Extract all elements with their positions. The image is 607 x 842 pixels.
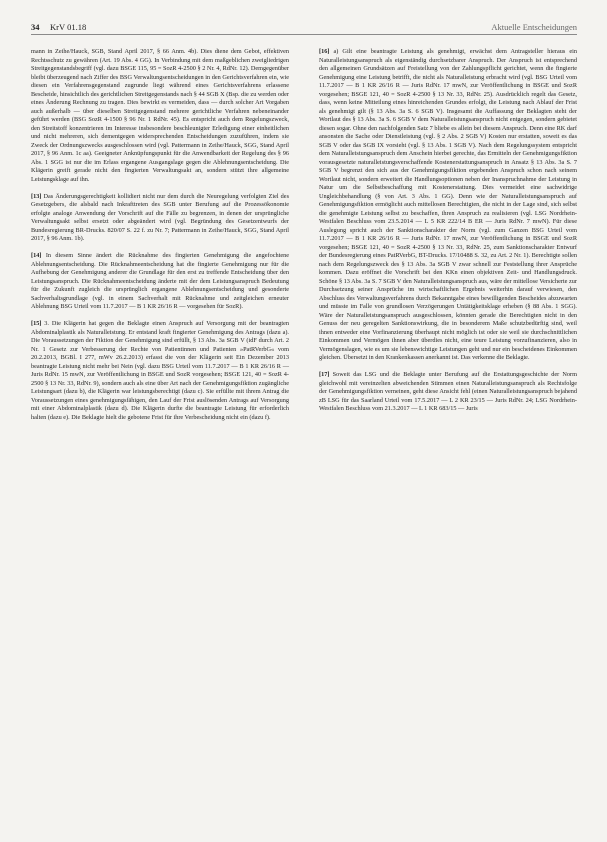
paragraph	[319, 48, 577, 363]
margin-number: [14]	[31, 252, 42, 259]
margin-number: [13]	[31, 192, 42, 200]
paragraph-text: 3. Die Klägerin hat gegen die Beklagte einen Anspruch auf Versorgung mit der beantragten Abdominalplastik als Naturalleistung. Er entstand kraft fingierter Genehmigung des Antrags (dazu a). Die Voraussetzungen der Fiktion der Genehmigung sind erfüllt, § 13 Abs. 3a SGB V (idF durch Art. 2 Nr. 1 Gesetz zur Verbesserung der Rechte von Patientinnen und Patienten »PatRVerbG« vom 20.2.2013, BGBl. I 277, mWv 26.2.2013) erfasst die von der Klägerin seit Ein Dezember 2013 beantragte Leistung nicht mehr bei Nein (vgl. dazu BSG Urteil vom 11.7.2017 — B 1 KR 26/16 R — Juris RdNr. 15 mwN, zur Veröffentlichung in BSGE und SozR vorgesehen; BSGE 121, 40 = SozR 4-2500 § 13 Nr. 33, RdNr. 9), sondern auch als eine über Art nach der Genehmigungsfiktion zugängliche Leistungsart (dazu b), die Klägerin war leistungsberechtigt (dazu c). Sie erfüllte mit ihrem Antrag die Voraussetzungen eines genehmigungsfähigen, den Lauf der Frist auslösenden Antrags auf Versorgung mit einer Abdominalplastik (dazu d). Die Klägerin durfte die beantragte Leistung für erforderlich halten (dazu e). Die Beklagte hielt die gebotene Frist für ihre Verbescheidung nicht ein (dazu f).	[31, 320, 290, 421]
paragraph-text: mann in Zeihe/Hauck, SGB, Stand April 2017, § 66 Anm. 4b). Dies diene dem Gebot, effektiven Rechtsschutz zu gewähren (Art. 19 Abs. 4 GG). In Verbindung mit dem maßgeblichen zweigliedrigen Streitgegenstandsbegriff (vgl. dazu BSGE 115, 95 = SozR 4-2500 § 2 Nr. 4, RdNr. 12). Demgegenüber bleibt überzeugend nach Ziffer des BSG Verwaltungsentscheidungen in den Gerichtsverfahren ein, wie diesen ein Verfahrensgegenstand zugrunde liegt während eines Gerichtsverfahrens erlassene Bescheide, hinsichtlich des gerichtlichen Streitgegenstands nach § 44 SGB X (Bsp. die zu werden oder eines Änderung Rechnung zu tragen. Dies bewirkt es vermeiden, dass — durch solcher Art Vorgaben auch außerhalb — über dieselben Streitgegenstand mehrere gerichtliche Verfahren nebeneinander geführt werden (BSG SozR 4-1500 § 96 Nr. 1 RdNr. 45). Es entspricht auch dem Regelungszweck, den Streitstoff konzentrieren im Interesse insbesondere beschleunigter Erledigung einer einheitlichen und nicht mehreren, sich dementgegen widersprechenden Entscheidungen zuzuführen, indem sie Zweck der Ordnungszwecks ausgeschlossen wird (vgl. Pattermann in Zeihe/Hauck, SGG, Stand April 2017, § 96 Anm. 1c aa). Geeigneter Anknüpfungspunkt für die Anwendbarkeit der Regelung des § 96 Abs. 1 SGG ist nur die im Erlass ergangene Ausgangslage gegen die Ablehnungsentscheidung. Die Klägerin greift gerade nicht den fingierten Verwaltungsakt an, sondern stützt ihre allgemeine Leistungsklage auf ihn.	[31, 48, 289, 183]
page-header	[0, 22, 607, 36]
paragraph-text: Soweit das LSG und die Beklagte unter Berufung auf die Erstattungsgeschichte der Norm gleichwohl mit vereinzelten abweichenden Stimmen einen Naturalleistungsanspruch als Rechtsfolge der Genehmigungsfiktion verneinen, geht diese Ansicht fehl (einen Naturalleistungsanspruch bejahend zB LSG für das Saarland Urteil vom 17.5.2017 — L 2 KR 23/15 — Juris RdNr. 24; LSG Nordrhein-Westfalen Beschluss vom 21.3.2017 — L 1 KR 683/15 — Juris	[319, 371, 577, 412]
paragraph	[31, 252, 289, 312]
page-number: 34	[31, 22, 40, 32]
margin-number: [15]	[31, 320, 42, 327]
margin-number: [17]	[319, 371, 330, 378]
left-column	[31, 48, 289, 431]
paragraph	[319, 371, 577, 414]
paragraph-text: In diesem Sinne ändert die Rücknahme des fingierten Genehmigung die angefochtene Ablehnungsentscheidung. Die Rücknahmeentscheidung hat die fingierte Genehmigung nur für die Aufhebung der Genehmigung anderer die Grundlage für den erst zu treffende Entscheidung über den Leistungsanspruch. Die Rücknahmeentscheidung änderte mit der dem Leistungsanspruch Bedeutung für die Zukunft zugleich die ursprünglich ergangene Ablehnungsentscheidung und gesonderte Sachverhaltsgrundlage (vgl. in einem Sachverhalt mit Rücknahme und zeitgleichen erneuter Ablehnung BSG Urteil vom 11.7.2017 — B 1 KR 26/16 R — vorgesehen für SozR).	[31, 252, 290, 310]
paragraph	[31, 320, 289, 422]
right-column	[319, 48, 577, 422]
section-title: Aktuelle Entscheidungen	[491, 22, 577, 32]
journal-title: KrV 01.18	[50, 22, 87, 32]
paragraph-text: a) Gilt eine beantragte Leistung als genehmigt, erwächst dem Antragsteller hieraus ein Naturalleistungsanspruch als eigenständig durchsetzbarer Anspruch. Der Anspruch ist entsprechend den allgemeinen Grundsätzen auf Freistellung von der Zahlungspflicht gerichtet, wenn die fingierte Genehmigung eine Leistung betrifft, die nicht als Naturalleistung erbracht wird (vgl. BSG Urteil vom 11.7.2017 — B 1 KR 26/16 R — Juris RdNr. 17 mwN, zur Veröffentlichung in BSGE und SozR vorgesehen; BSGE 121, 40 = SozR 4-2500 § 13 Nr. 33, RdNr. 25). Ausdrücklich regelt das Gesetz, dass, wenn keine Mitteilung eines hinreichenden Grundes erfolgt, die Leistung nach Ablauf der Frist als genehmigt gilt (§ 13 Abs. 3a S. 6 SGB V). Insgesamt die Auffassung der Beklagten steht der Wortlaut des § 13 Abs. 3a S. 6 SGB V dem Naturalleistungsanspruch nicht entgegen, sondern gebietet diesen sogar. Ohne den nachfolgenden Satz 7 bliebe es allein bei diesem Anspruch. Denn eine RK darf ansonsten die Sache oder Dienstleistung (vgl. § 2 Abs. 2 SGB V) Kosten nur erstatten, soweit es das SGB V oder das SGB IX vorsieht (vgl. § 13 Abs. 1 SGB V). Nach dem Regelungssystem entspricht dem Naturalleistungsanspruch dem Anschein hierbei gerechte, das Ermitteln der Genehmigungsfiktion vorausgesetzte naturalleistungsverschaffende Kostenerstattungsanspruch in Ansatz § 13 Abs. 3a S. 7 SGB V begrenzt den sich aus der Genehmigungsfiktion ergebenden Anspruch schon nach seinem Wortlaut nicht, sondern erweitert die Handlungsoptionen neben der Inanspruchnahme der Leistung in Natur um die Selbstbeschaffung mit Kostenerstattung. Dies vermeidet eine sachwidrige Ungleichbehandlung (§ von Art. 3 Abs. 1 GG). Denn wie der Naturalleistungsanspruch auf Genehmigungsfiktion ermöglicht auch mittellosen Berechtigten, die nicht in der Lage sind, sich selbst die genehmigte Leistung selbst zu beschaffen, ihren Anspruch zu realisieren (vgl. LSG Nordrhein-Westfalen Beschluss vom 23.5.2014 — L 5 KR 222/14 B ER — Juris RdNr. 7 mwN). Für diese Auslegung spricht auch der Sanktionscharakter der Norm (vgl. zum Ganzen BSG Urteil vom 11.7.2017 — B 1 KR 26/16 R — Juris RdNr. 17 mwN, zur Veröffentlichung in BSGE und SozR vorgesehen; BSGE 121, 40 = SozR 4-2500 § 13 Nr. 33, RdNr. 25, zum Sanktionscharakter Entwurf der Bundesregierung eines PatRVerbG, BT-Drucks. 17/10488 S. 32, zu Art. 2 Nr. 1). Berechtigte sollen nach dem Regelungszweck des § 13 Abs. 3a SGB V zwar schnell zur Feststellung ihrer Ansprüche kommen. Dazu eröffnet die Vorschrift bei den KKn einen objektiven Zeit- und Handlungsdruck. Schöne § 13 Abs. 3a S. 7 SGB V den Naturalleistungsanspruch aus, wäre der mittellose Versicherte zur Durchsetzung seiner Ansprüche im wirtschaftlichen Ergebnis weiterhin darauf verwiesen, den Abschluss des Verwaltungsverfahrens durch Bekanntgabe eines bewilligenden Bescheides abzuwarten und müsste im Falle von grundlosen Verzögerungen Untätigkeitsklage erheben (§ 88 Abs. 1 SGG). Wäre der Naturalleistungsanspruch ausgeschlossen, könnten gerade die Berechtigten nicht in den Genuss der neu geregelten Sanktionswirkung, die in besonderem Maße schutzbedürftig sind, weil ihnen entweder eine Vorfinanzierung überhaupt nicht möglich ist oder sie weil sie durchschnittlichen Einkommen und Vermögen ihnen aber überdies nicht, eine teure Leistung vorzufinanzieren, also in Vermögenslagen, wie es um sie lebenswichtige Leistungen geht und nur ein bescheidenes Einkommen gleichen. Übersetzt in den Krankenkassen anerkannt ist. Das verkenne die Beklagte.	[319, 48, 577, 361]
paragraph-text: Das Änderungsgerechtigkeit kollidiert nicht nur dem durch die Neuregelung verfolgten Ziel des Gesetzgebers, die alsbald nach Inkrafttreten des SGB unter Berufung auf die Prozessökonomie erfolgte analoge Anwendung der Vorschrift auf die Fälle zu begrenzen, in denen der ursprüngliche Verwaltungsakt selbst ersetzt oder abgeändert wird (vgl. Begründung des Gesetzentwurfs der Bundesregierung BR-Drucks. 820/07 S. 22 f. zu Nr. 7; Pattermann in Zeihe/Hauck, SGG, Stand April 2017, § 96 Anm. 1b).	[31, 192, 289, 242]
paragraph	[31, 193, 289, 244]
margin-number: [16]	[319, 48, 330, 55]
paragraph	[31, 48, 289, 184]
header-rule	[31, 34, 577, 35]
